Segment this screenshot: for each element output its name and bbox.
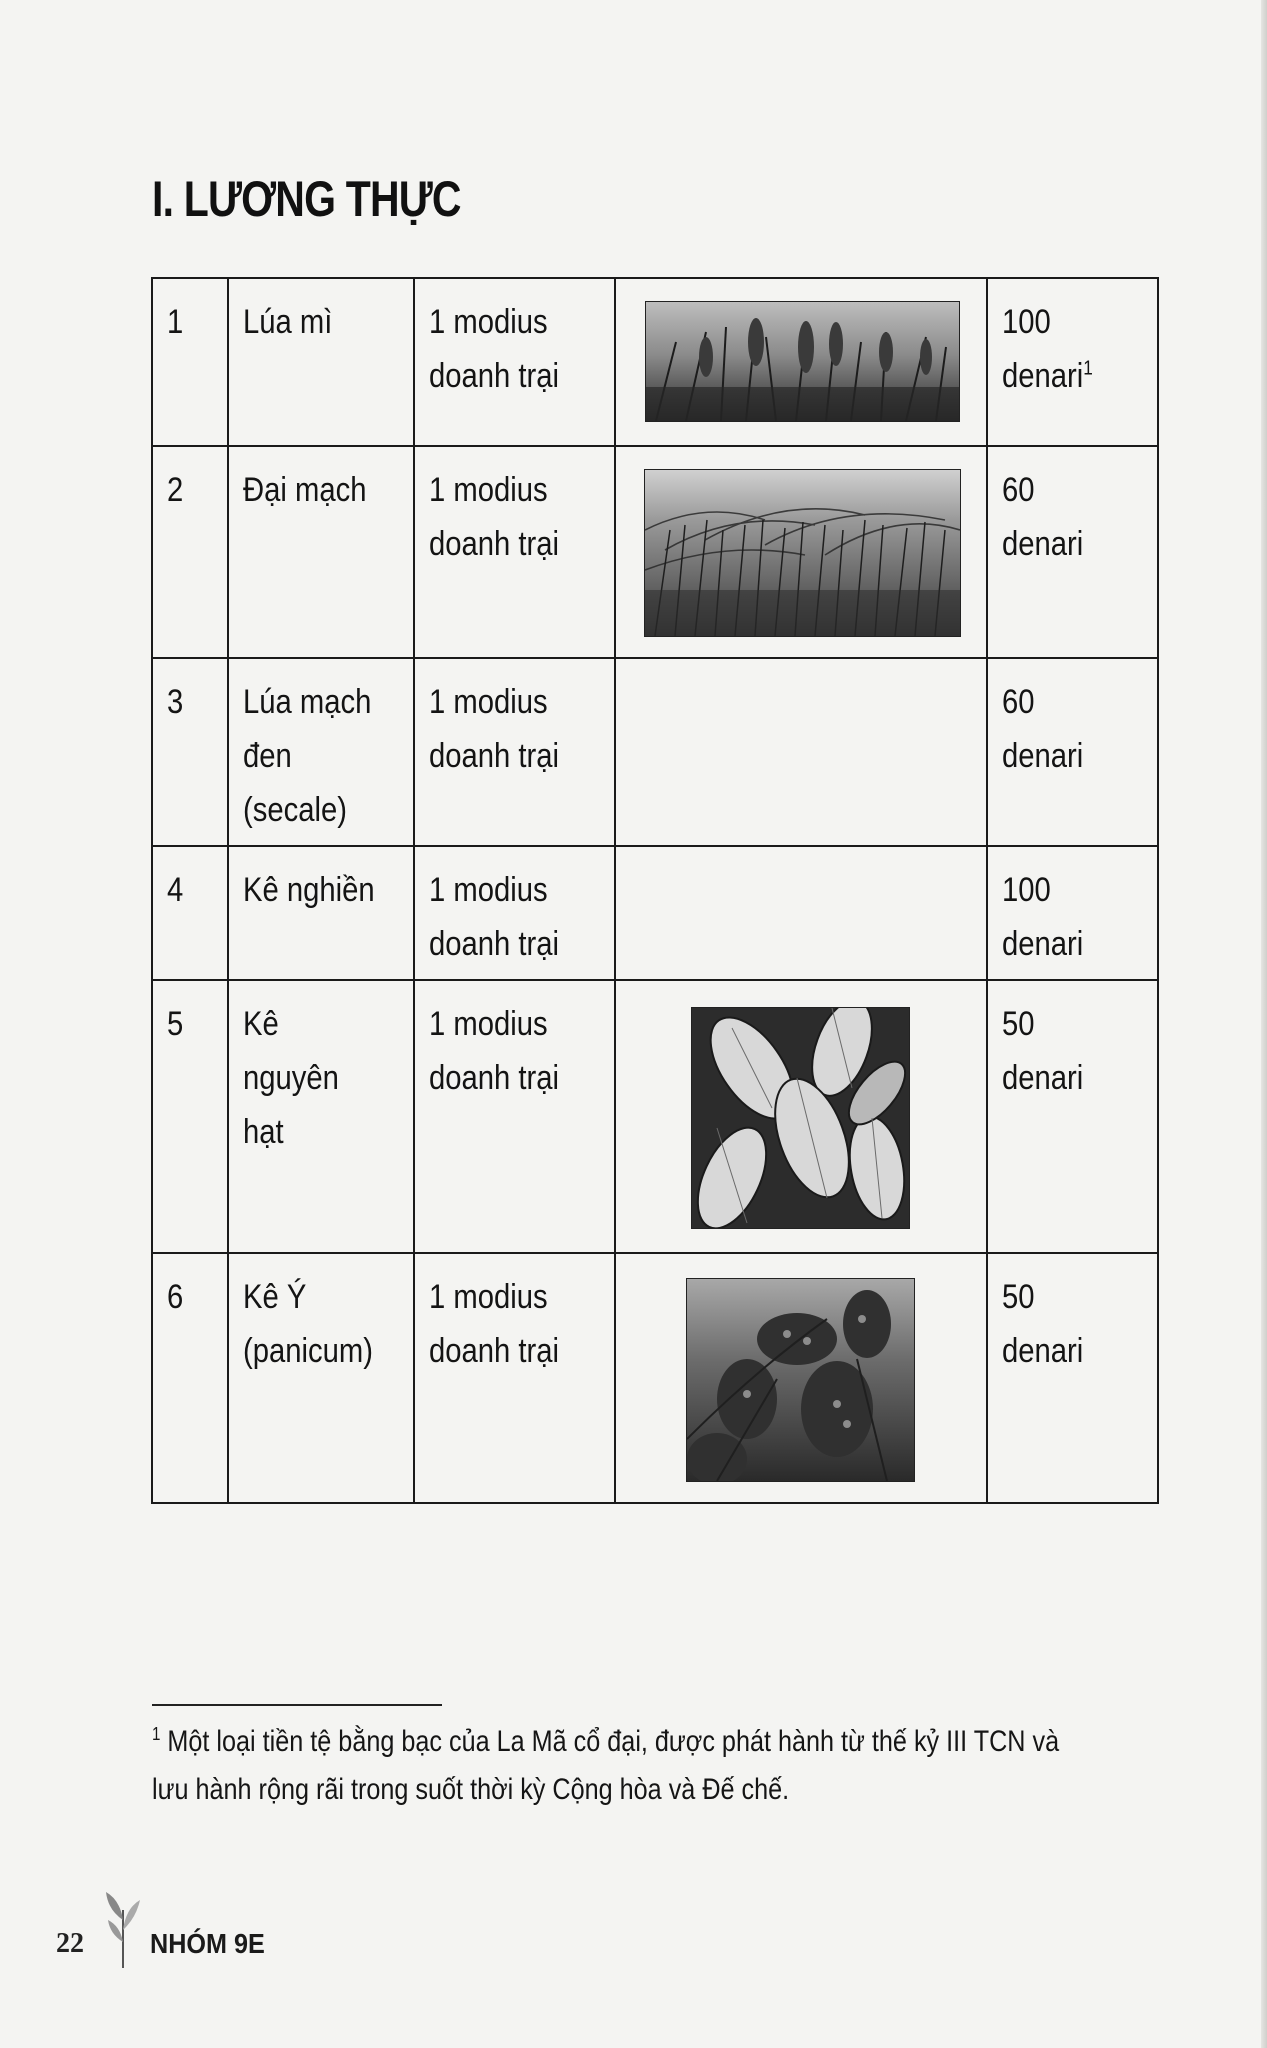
image-cell — [615, 658, 987, 846]
unit-measure: 1 modius doanh trại — [414, 446, 615, 658]
grain-name: Kê nguyên hạt — [228, 980, 414, 1253]
row-number: 2 — [152, 446, 228, 658]
table-row — [152, 980, 1158, 1253]
footnote-number: 1 — [152, 1724, 161, 1744]
millet-grain-photo — [691, 1007, 910, 1229]
price: 50 denari — [987, 980, 1158, 1253]
image-cell — [615, 446, 987, 658]
price: 60 denari — [987, 658, 1158, 846]
grain-name: Kê nghiền — [228, 846, 414, 980]
table-row — [152, 278, 1158, 446]
row-number: 3 — [152, 658, 228, 846]
panicum-photo — [686, 1278, 915, 1482]
publisher-logo — [98, 1890, 265, 1970]
unit-measure: 1 modius doanh trại — [414, 278, 615, 446]
row-number: 4 — [152, 846, 228, 980]
image-cell — [615, 846, 987, 980]
barley-photo — [644, 469, 961, 637]
row-number: 1 — [152, 278, 228, 446]
price: 100 denari$^1$ — [987, 278, 1158, 446]
image-cell — [615, 980, 987, 1253]
price: 100 denari — [987, 846, 1158, 980]
grain-price-table — [151, 277, 1159, 1504]
unit-measure: 1 modius doanh trại — [414, 846, 615, 980]
footnote-marker[interactable]: 1 — [1083, 357, 1093, 380]
row-number: 6 — [152, 1253, 228, 1503]
footnote — [152, 1718, 1093, 1814]
row-number: 5 — [152, 980, 228, 1253]
table-row — [152, 446, 1158, 658]
grain-name: Kê Ý (panicum) — [228, 1253, 414, 1503]
image-cell — [615, 278, 987, 446]
page-footer — [56, 1890, 356, 1970]
unit-measure: 1 modius doanh trại — [414, 1253, 615, 1503]
wheat-photo — [645, 301, 960, 422]
wheat-sprig-icon — [98, 1890, 148, 1970]
footnote-text: Một loại tiền tệ bằng bạc của La Mã cổ đại, được phát hành từ thế kỷ III TCN và lưu hành rộng rãi trong suốt thời kỳ Cộng hòa và Đế chế. — [152, 1725, 1060, 1806]
publisher-name: NHÓM 9E — [150, 1928, 265, 1959]
unit-measure: 1 modius doanh trại — [414, 658, 615, 846]
price: 50 denari — [987, 1253, 1158, 1503]
table-row — [152, 658, 1158, 846]
page-edge — [1261, 0, 1267, 2048]
grain-name: Đại mạch — [228, 446, 414, 658]
grain-name: Lúa mạch đen (secale) — [228, 658, 414, 846]
table-row — [152, 1253, 1158, 1503]
image-cell — [615, 1253, 987, 1503]
page-number: 22 — [56, 1928, 84, 1959]
price: 60 denari — [987, 446, 1158, 658]
grain-name: Lúa mì — [228, 278, 414, 446]
footnote-divider — [152, 1704, 442, 1706]
table-row — [152, 846, 1158, 980]
unit-measure: 1 modius doanh trại — [414, 980, 615, 1253]
section-title: I. LƯƠNG THỰC — [152, 171, 461, 227]
